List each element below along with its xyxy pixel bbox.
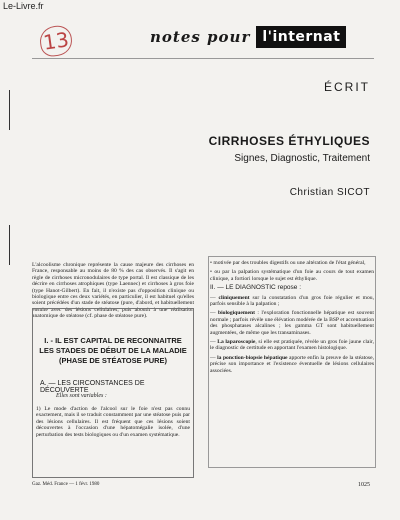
diagnostic-item: — cliniquement sur la constatation d'un gros foie régulier et mou, parfois sensible à la palpation ; <box>210 294 374 308</box>
diagnostic-item-text: apporte enfin la preuve de la stéatose, précise son importance et l'existence éventuelle de lésions cellulaires associées. <box>210 354 374 374</box>
page-number: 1025 <box>358 482 370 488</box>
body-paragraph: 1) Le mode d'action de l'alcool sur le foie n'est pas connu exactement, mais il se traduit constamment par une stéatose puis par des lésions cellulaires. Il est fréquent que ces lésions soient découvertes à l'occasion d'une hépatomégalie isolée, d'une perturbation des tests biologiques ou d'un examen systématique. <box>36 406 190 438</box>
header-rule <box>32 58 374 59</box>
diagnostic-item: — La laparoscopie, si elle est pratiquée, révèle un gros foie jaune clair, le diagnostic de certitude en apportant l'examen histologique. <box>210 339 375 352</box>
diagnostic-item-label: cliniquement <box>218 294 250 301</box>
article-title: CIRRHOSES ÉTHYLIQUES <box>208 134 370 148</box>
diagnostic-item-label: biologiquement <box>218 310 256 317</box>
article-author: Christian SICOT <box>289 187 370 198</box>
section-note: Elles sont variables : <box>56 393 107 399</box>
diagnostic-item-text: sur la constatation d'un gros foie régulier et mou, parfois sensible à la palpation ; <box>210 294 374 308</box>
right-column <box>210 260 374 377</box>
bullet-line: • motivée par des troubles digestifs ou une altération de l'état général, <box>210 260 366 266</box>
diagnostic-item-label: la ponction-biopsie hépatique <box>217 354 288 361</box>
diagnostic-item: — la ponction-biopsie hépatique apporte enfin la preuve de la stéatose, précise son importance et l'existence éventuelle de lésions cellulaires associées. <box>210 354 374 374</box>
handwritten-mark: 13 <box>38 24 74 58</box>
header-band <box>150 24 346 50</box>
diagnostic-item-label: La laparoscopie <box>217 339 256 346</box>
bullet-line: • ou par la palpation systématique d'un foie au cours de tout examen clinique, a fortiori lorsque le sujet est éthylique. <box>210 269 374 282</box>
article-subtitle: Signes, Diagnostic, Traitement <box>234 153 370 164</box>
section-tag: ÉCRIT <box>324 80 370 94</box>
diagnostic-item: — biologiquement : l'exploration fonctionnelle hépatique est souvent normale ; parfois révèle une élévation modérée de la BSP et accentuation des phosphatases alcalines ; les gamma GT sont habituellement augmentées, de même que les transaminases. <box>210 310 374 336</box>
margin-bar <box>9 225 10 265</box>
diagnostic-item-text: : l'exploration fonctionnelle hépatique est souvent normale ; parfois révèle une élévation modérée de la BSP et accentuation des phosphatases alcalines ; les gamma GT sont habituellement augmentées, de même que les transaminases. <box>210 310 374 336</box>
intro-paragraph: L'alcoolisme chronique représente la cause majeure des cirrhoses en France, responsable au moins de 80 % des cas observés. Il s'agit en règle de cirrhoses micronodulaires de type portal. Il est classique de les décrire en cirrhoses atrophiques (type Laennec) et cirrhoses à gros foie (type Hanot-Gilbert). En fait, il n'existe pas d'opposition clinique ou biologique entre ces deux variétés, en particulier, il est habituel qu'elles soient précédées d'un stade de stéatose (pure, d'abord, et habituellement ensuite avec des lésions cellulaires, puis aboutit à une réalisation anatomique de stéatose (cf. phase de stéatose pure). <box>32 262 194 320</box>
left-box-text <box>36 406 190 441</box>
header-boxed-title: l'internat <box>256 26 346 48</box>
section-heading: I. - IL EST CAPITAL DE RECONNAITRE LES STADES DE DÉBUT DE LA MALADIE (PHASE DE STÉATOSE PURE) <box>39 336 187 365</box>
site-label: Le-Livre.fr <box>3 1 44 11</box>
header-prefix: notes pour <box>150 28 251 46</box>
diagnostic-item-text: , si elle est pratiquée, révèle un gros foie jaune clair, le diagnostic de certitude en apportant l'examen histologique. <box>210 339 375 352</box>
section-subheading: A. — LES CIRCONSTANCES DE DÉCOUVERTE <box>40 380 145 394</box>
footer-citation: Gaz. Méd. France — 1 févr. 1980 <box>32 482 100 487</box>
diagnostic-heading: II. — LE DIAGNOSTIC repose : <box>210 284 302 292</box>
margin-bar <box>9 90 10 130</box>
